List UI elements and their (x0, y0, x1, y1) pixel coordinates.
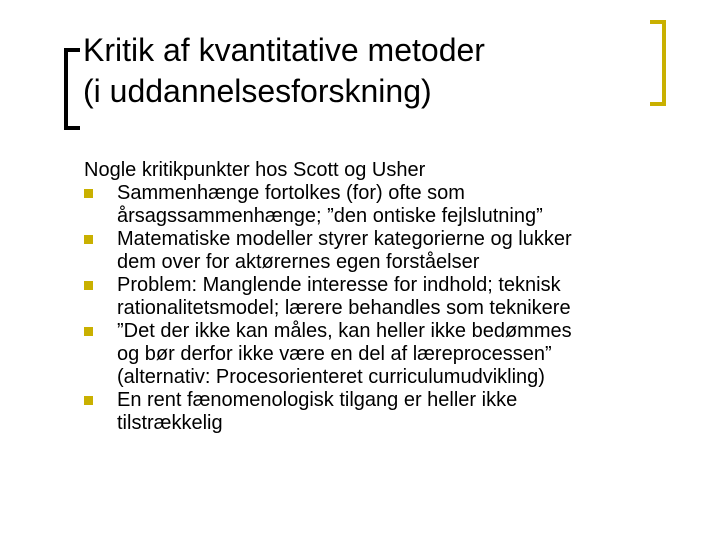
list-item (84, 182, 684, 228)
bullet-text-line: rationalitetsmodel; lærere behandles som teknikere (117, 297, 571, 319)
square-bullet-icon (84, 235, 93, 244)
square-bullet-icon (84, 189, 93, 198)
slide-body (84, 159, 684, 435)
bullet-text-line: og bør derfor ikke være en del af læreprocessen” (117, 343, 552, 365)
list-item (84, 320, 684, 389)
bullet-text-line: Problem: Manglende interesse for indhold; teknisk (117, 274, 561, 296)
bullet-text-line: ”Det der ikke kan måles, kan heller ikke bedømmes (117, 320, 572, 342)
bullet-text-line: (alternativ: Procesorienteret curriculumudvikling) (117, 366, 545, 388)
list-item (84, 228, 684, 274)
bullet-text-line: Matematiske modeller styrer kategorierne og lukker (117, 228, 572, 250)
bullet-text-line: Sammenhænge fortolkes (for) ofte som (117, 182, 465, 204)
square-bullet-icon (84, 281, 93, 290)
square-bullet-icon (84, 396, 93, 405)
title-line: (i uddannelsesforskning) (83, 73, 432, 109)
bullet-text-line: En rent fænomenologisk tilgang er heller ikke (117, 389, 518, 411)
bullet-text-line: årsagssammenhænge; ”den ontiske fejlslutning” (117, 205, 543, 227)
bullet-text-line: dem over for aktørernes egen forståelser (117, 251, 480, 273)
intro-text: Nogle kritikpunkter hos Scott og Usher (84, 159, 426, 181)
bullet-list (84, 182, 684, 435)
title-bracket-right (650, 20, 666, 106)
title-bracket-left (64, 48, 80, 130)
list-item (84, 274, 684, 320)
list-item (84, 389, 684, 435)
slide-title (83, 30, 485, 112)
bullet-text-line: tilstrækkelig (117, 412, 223, 434)
square-bullet-icon (84, 327, 93, 336)
title-line: Kritik af kvantitative metoder (83, 32, 485, 68)
